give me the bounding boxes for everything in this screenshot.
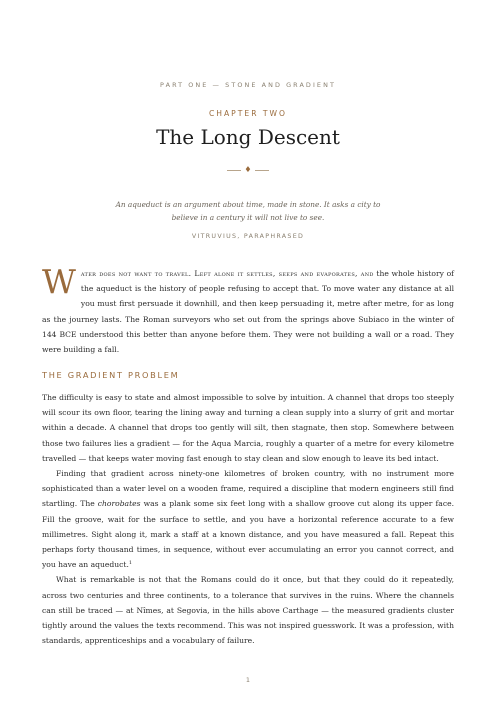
paragraph-1: The difficulty is easy to state and almost impossible to solve by intuition. A channel that drops too steeply will scour its own floor, tearing the lining away and turning a clean supply into a slurry of grit and mortar within a decade. A channel that drops too gently will silt, then stagnate, then stop. Somewhere between those two failures lies a gradient — for the Aqua Marcia, roughly a quarter of a metre for every kilometre travelled — that keeps water moving fast enough to stay clean and slow enough to leave its bed intact. [42,393,454,463]
diamond-icon: ♦ [244,165,252,174]
footnote-marker[interactable]: 1 [128,560,133,567]
drop-cap: W [42,262,76,301]
term-chorobates: chorobates [97,499,141,509]
ornament-divider [42,165,454,175]
section-body [42,390,454,648]
epigraph-text: An aqueduct is an argument about time, made in stone. It asks a city to believe in a century it will not live to see. [115,200,381,222]
chapter-label: CHAPTER TWO [208,109,288,118]
paragraph-2-text-a: Finding that gradient across ninety-one kilometres of broken country, with no instrument more sophisticated than a water level on a wooden frame, required a discipline that modern engineers still find startling. The [42,469,454,509]
ornament-rule-left [227,170,241,171]
section-heading: THE GRADIENT PROBLEM [42,370,180,380]
intro-text: the whole history of the aqueduct is the history of people refusing to accept that. To move water any distance at all you must first persuade it downhill, and then keep persuading it, metre after metre, for as long as the journey lasts. The Roman surveyors who set out from the springs above Subiaco in the winter of 144 BCE understood this better than anyone before them. They were not building a wall or a road. They were building a fall. [42,269,454,355]
ornament-rule-right [255,170,269,171]
paragraph-2 [42,466,454,572]
paragraph-3: What is remarkable is not that the Romans could do it once, but that they could do it repeatedly, across two centuries and three continents, to a tolerance that survives in the ruins. Where the channels can still be traced — at Nîmes, at Segovia, in the hills above Carthage — the measured gradients cluster tightly around the values the texts recommend. This was not inspired guesswork. It was a profession, with standards, apprenticeships and a vocabulary of failure. [42,575,454,646]
part-heading: PART ONE — STONE AND GRADIENT [160,81,336,89]
epigraph-attribution: VITRUVIUS, PARAPHRASED [191,233,305,240]
chapter-title: The Long Descent [156,125,340,149]
intro-paragraph [42,262,454,357]
page-number: 1 [245,676,251,684]
intro-smallcaps-lead: ater does not want to travel. Left alone it settles, seeps and evaporates, and [80,269,374,278]
paragraph-2-text-b: was a plank some six feet long with a shallow groove cut along its upper face. Fill the groove, wait for the surface to settle, and you have a horizontal reference accurate to a few millimetres. Sight along it, mark a staff at a known distance, and you have measured a fall. Repeat this perhaps forty thousand times, in sequence, without ever accumulating an error you cannot correct, and you have an aqueduct. [42,499,454,570]
